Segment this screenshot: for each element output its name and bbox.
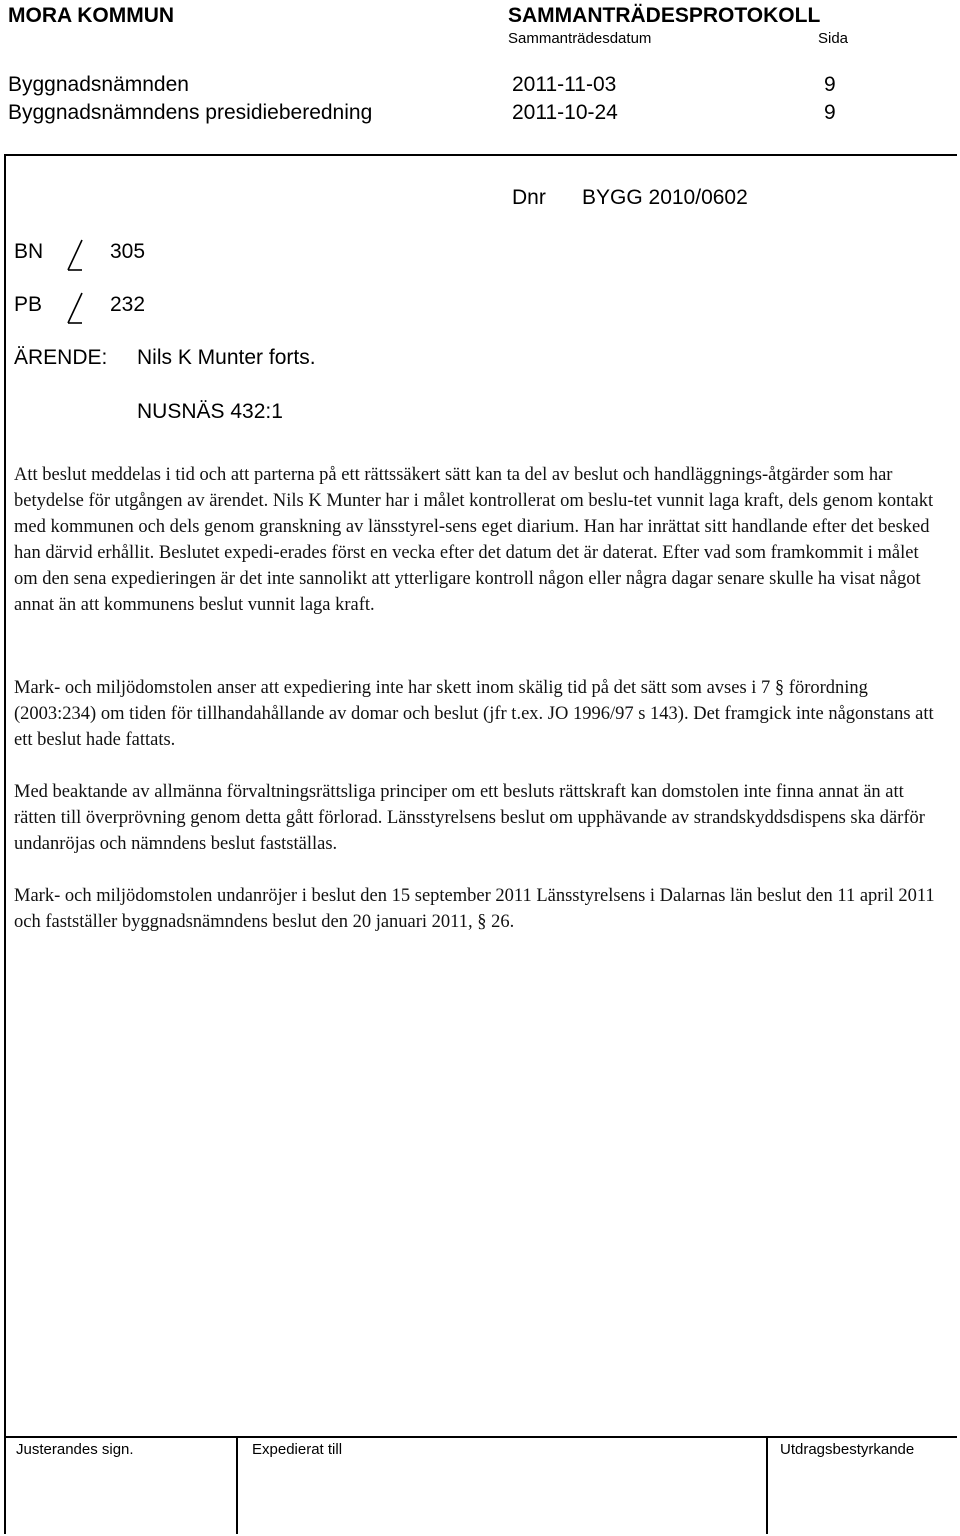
committee-name: Byggnadsnämnden (8, 73, 189, 96)
expedierat-till-label: Expedierat till (252, 1441, 343, 1458)
signature-row-divider (4, 1436, 957, 1438)
bn-paragraph-number: 305 (110, 240, 146, 263)
arende-label: ÄRENDE: (14, 346, 108, 369)
pb-paragraph-number: 232 (110, 293, 146, 316)
committee-meeting-date: 2011-11-03 (512, 73, 617, 96)
paragraph: Mark- och miljödomstolen anser att expediering inte har skett inom skälig tid på det sätt som avses i 7 § förordning (2003:234) om tiden för tillhandahållande av domar och beslut (jfr t.ex. JO 1996/97 s 143). Det framgick inte någonstans att ett beslut hade fattats. (14, 678, 934, 750)
section-sign-icon (64, 289, 86, 327)
municipality-name: MORA KOMMUN (8, 4, 175, 27)
pb-label: PB (14, 293, 43, 316)
document-title: SAMMANTRÄDESPROTOKOLL (508, 4, 821, 27)
presidium-name: Byggnadsnämndens presidieberedning (8, 101, 373, 124)
committee-page-number: 9 (824, 73, 836, 96)
paragraph: Att beslut meddelas i tid och att parterna på ett rättssäkert sätt kan ta del av beslut och handläggnings-åtgärder som har betydelse för utgången av ärendet. Nils K Munter har i målet kontrollerat om beslu-tet vunnit laga kraft, dels genom kontakt med kommunen och dels genom granskning av länsstyrel-sens eget diarium. Han har inrättat sitt handlande efter det besked han därvid erhållit. Beslutet expedi-erades först en vecka efter det datum det är daterat. Efter vad som framkommit i målet om den sena expedieringen är det inte sannolikt att ytterligare kontroll någon eller några dagar senare skulle ha visat något annat än att kommunens beslut vunnit laga kraft. (14, 465, 934, 615)
presidium-page-number: 9 (824, 101, 836, 124)
signature-column-divider (766, 1436, 768, 1534)
bn-label: BN (14, 240, 44, 263)
section-sign-icon (64, 236, 86, 274)
dnr-label: Dnr (512, 186, 546, 209)
justerandes-sign-label: Justerandes sign. (16, 1441, 134, 1458)
arende-value: Nils K Munter forts. (137, 346, 316, 369)
dnr-value: BYGG 2010/0602 (582, 186, 748, 209)
paragraph: Mark- och miljödomstolen undanröjer i beslut den 15 september 2011 Länsstyrelsens i Dalarnas län beslut den 11 april 2011 och fastställer byggnadsnämndens beslut den 20 januari 2011, § 26. (14, 886, 935, 932)
signature-column-divider (236, 1436, 238, 1534)
presidium-meeting-date: 2011-10-24 (512, 101, 618, 124)
utdragsbestyrkande-label: Utdragsbestyrkande (780, 1441, 915, 1458)
meeting-date-label: Sammanträdesdatum (508, 30, 652, 47)
paragraph: Med beaktande av allmänna förvaltningsrättsliga principer om ett besluts rättskraft kan domstolen inte finna annat än att rätten till överprövning genom detta gått förlorad. Länsstyrelsens beslut om upphävande av strandskyddsdispens ska därför undanröjas och nämndens beslut fastställas. (14, 782, 925, 854)
property-designation: NUSNÄS 432:1 (137, 400, 283, 423)
page-label: Sida (818, 30, 849, 47)
